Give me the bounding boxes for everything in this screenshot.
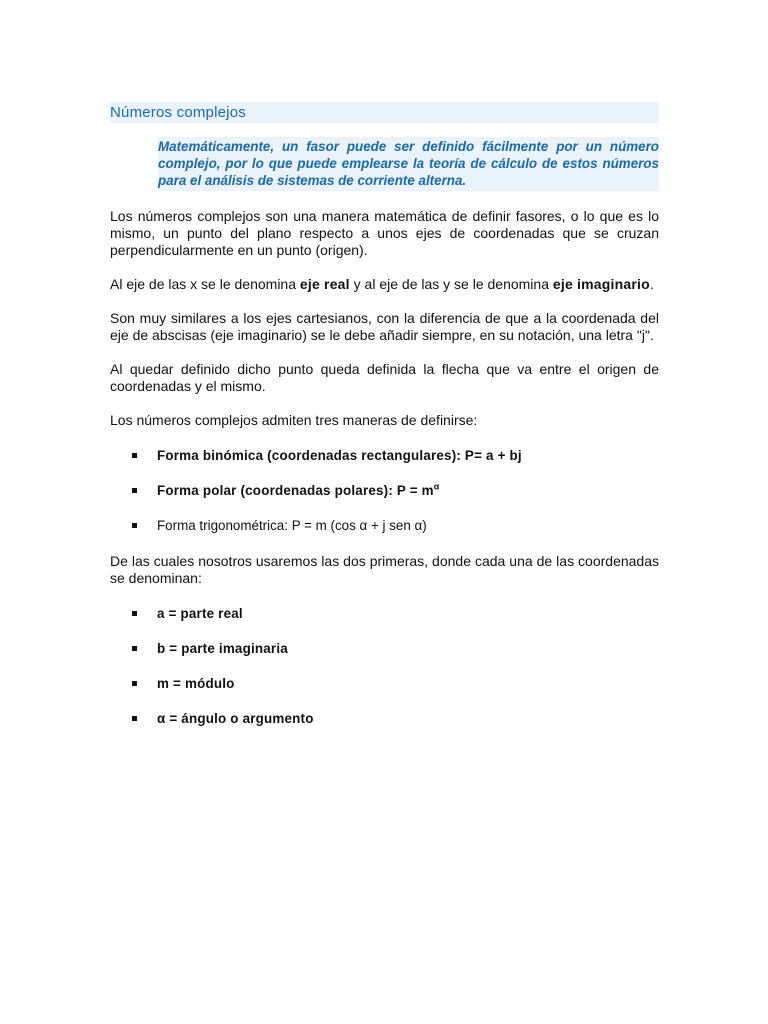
form-polar: Forma polar (coordenadas polares): P = m (157, 483, 434, 498)
heading-bar (110, 102, 659, 123)
bullet-square-icon (132, 611, 137, 616)
paragraph-arrow: Al quedar definido dicho punto queda definida la flecha que va entre el origen de coordenadas y el mismo. (110, 361, 659, 394)
form-polar-superscript: α (433, 481, 440, 492)
form-trigonometrica: Forma trigonométrica: P = m (cos α + j sen α) (157, 518, 427, 533)
definition-item: α = ángulo o argumento (157, 711, 314, 726)
list-item (110, 447, 659, 464)
list-item (110, 640, 659, 657)
definition-item: b = parte imaginaria (157, 641, 288, 656)
axes-bold-real: eje real (299, 276, 350, 292)
list-item (110, 710, 659, 727)
bullet-square-icon (132, 681, 137, 686)
definition-item: m = módulo (157, 676, 235, 691)
definition-item: a = parte real (157, 606, 243, 621)
paragraph-axes (110, 276, 659, 293)
paragraph-definition: Los números complejos son una manera matemática de definir fasores, o lo que es lo mismo, un punto del plano respecto a unos ejes de coordenadas que se cruzan perpendicularmente en un punto (origen). (110, 208, 659, 258)
form-binomica: Forma binómica (coordenadas rectangulares): P= a + bj (157, 448, 522, 463)
section-heading: Números complejos (110, 104, 246, 121)
list-item (110, 482, 659, 499)
axes-bold-imaginary: eje imaginario (552, 276, 650, 292)
callout-quote: Matemáticamente, un fasor puede ser definido fácilmente por un número complejo, por lo que puede emplearse la teoría de cálculo de estos números para el análisis de sistemas de corriente alterna. (158, 137, 659, 191)
paragraph-forms-intro: Los números complejos admiten tres maneras de definirse: (110, 412, 478, 428)
bullet-square-icon (132, 716, 137, 721)
paragraph-coordinates: De las cuales nosotros usaremos las dos primeras, donde cada una de las coordenadas se denominan: (110, 553, 659, 586)
document-page (110, 102, 659, 727)
list-item (110, 675, 659, 692)
axes-text-2: y al eje de las y se le denomina (349, 276, 553, 292)
forms-list (110, 447, 659, 534)
bullet-square-icon (132, 646, 137, 651)
axes-text-1: Al eje de las x se le denomina (110, 276, 300, 292)
bullet-square-icon (132, 488, 137, 493)
definitions-list (110, 605, 659, 727)
axes-text-3: . (649, 276, 654, 292)
list-item (110, 517, 659, 534)
paragraph-cartesian: Son muy similares a los ejes cartesianos, con la diferencia de que a la coordenada del eje de abscisas (eje imaginario) se le debe añadir siempre, en su notación, una letra "j". (110, 310, 659, 343)
list-item (110, 605, 659, 622)
bullet-square-icon (132, 453, 137, 458)
bullet-square-icon (132, 523, 137, 528)
